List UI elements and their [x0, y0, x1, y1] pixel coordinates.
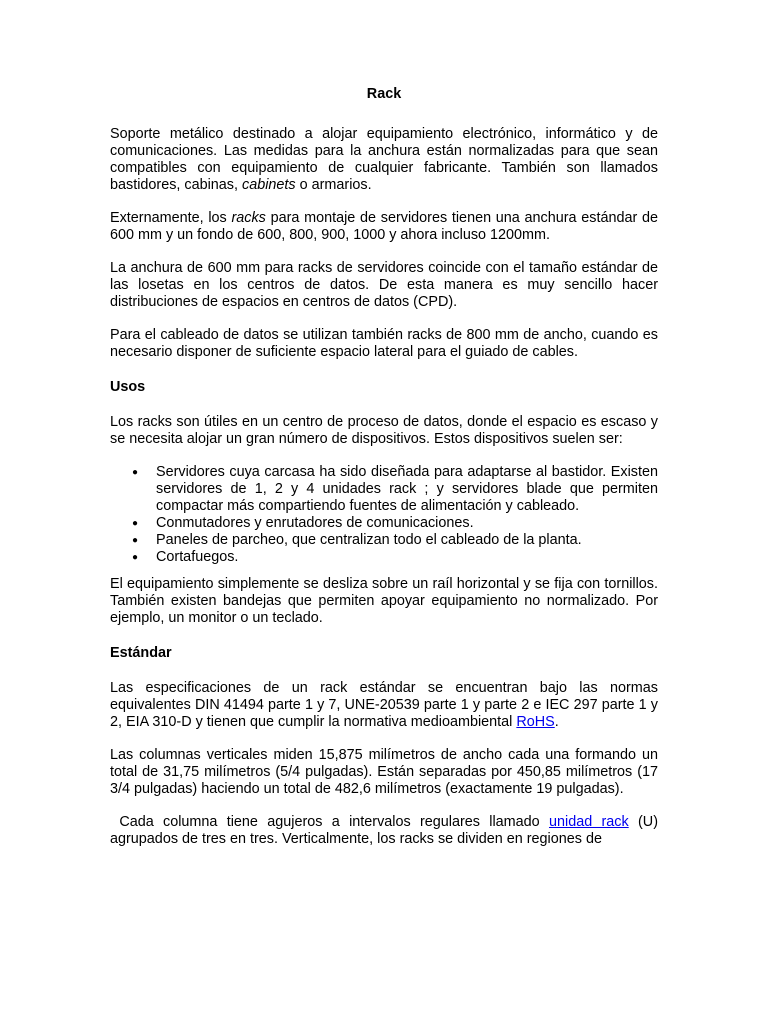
text-span: Las especificaciones de un rack estándar se encuentran bajo las normas equivalentes DIN 41494 parte 1 y 7, UNE-20539 parte 1 y parte 2 e IEC 297 parte 1 y 2, EIA 310-D y tienen que cumplir la normativa medioambiental	[110, 680, 658, 730]
paragraph-dimensions	[110, 210, 658, 244]
list-item	[132, 532, 658, 549]
paragraph-cabling: Para el cableado de datos se utilizan también racks de 800 mm de ancho, cuando es necesario disponer de suficiente espacio lateral para el guiado de cables.	[110, 327, 658, 360]
text-span: Cada columna tiene agujeros a intervalos regulares llamado	[110, 814, 549, 830]
paragraph-usos-after: El equipamiento simplemente se desliza sobre un raíl horizontal y se fija con tornillos. También existen bandejas que permiten apoyar equipamiento no normalizado. Por ejemplo, un monitor o un teclado.	[110, 576, 658, 626]
italic-term: racks	[231, 210, 266, 226]
list-item	[132, 515, 658, 532]
document-page	[110, 86, 658, 864]
text-span: .	[554, 714, 559, 730]
device-list	[110, 464, 658, 566]
paragraph-rack-unit	[110, 814, 658, 848]
paragraph-columns: Las columnas verticales miden 15,875 milímetros de ancho cada una formando un total de 31,75 milímetros (5/4 pulgadas). Están separadas por 450,85 milímetros (17 3/4 pulgadas) haciendo un total de 482,6 milímetros (exactamente 19 pulgadas).	[110, 747, 658, 797]
section-heading-usos: Usos	[110, 379, 146, 395]
bullet-icon: ●	[132, 552, 139, 563]
paragraph-usos-intro: Los racks son útiles en un centro de proceso de datos, donde el espacio es escaso y se necesita alojar un gran número de dispositivos. Estos dispositivos suelen ser:	[110, 414, 658, 447]
list-item	[132, 549, 658, 566]
text-span: (U) agrupados de tres en tres. Verticalmente, los racks se dividen en regiones de	[110, 814, 658, 847]
text-span: o armarios.	[295, 177, 372, 193]
bullet-icon: ●	[132, 535, 139, 546]
bullet-icon: ●	[132, 467, 139, 478]
list-item-text: Paneles de parcheo, que centralizan todo el cableado de la planta.	[156, 532, 582, 548]
list-item-text: Servidores cuya carcasa ha sido diseñada para adaptarse al bastidor. Existen servidores de 1, 2 y 4 unidades rack ; y servidores blade que permiten compactar más compartiendo fuentes de alimentación y cableado.	[156, 464, 658, 514]
list-item-text: Conmutadores y enrutadores de comunicaciones.	[156, 515, 474, 531]
italic-term: cabinets	[242, 177, 296, 193]
paragraph-width: La anchura de 600 mm para racks de servidores coincide con el tamaño estándar de las losetas en los centros de datos. De esta manera es muy sencillo hacer distribuciones de espacios en centros de datos (CPD).	[110, 260, 658, 310]
text-span: Soporte metálico destinado a alojar equipamiento electrónico, informático y de comunicaciones. Las medidas para la anchura están normalizadas para que sean compatibles con equipamiento de cualquier fabricante. También son llamados bastidores, cabinas,	[110, 126, 658, 193]
paragraph-standards	[110, 680, 658, 731]
rack-unit-link[interactable]: unidad rack	[548, 814, 629, 830]
paragraph-definition	[110, 126, 658, 194]
text-span: Externamente, los	[110, 210, 232, 226]
text-span: para montaje de servidores tienen una anchura estándar de 600 mm y un fondo de 600, 800, 900, 1000 y ahora incluso 1200mm.	[110, 210, 659, 243]
section-heading-estandar: Estándar	[110, 645, 172, 661]
page-title: Rack	[366, 86, 402, 102]
list-item-text: Cortafuegos.	[156, 549, 239, 565]
bullet-icon: ●	[132, 518, 139, 529]
list-item	[132, 464, 658, 515]
rohs-link[interactable]: RoHS	[516, 714, 555, 730]
